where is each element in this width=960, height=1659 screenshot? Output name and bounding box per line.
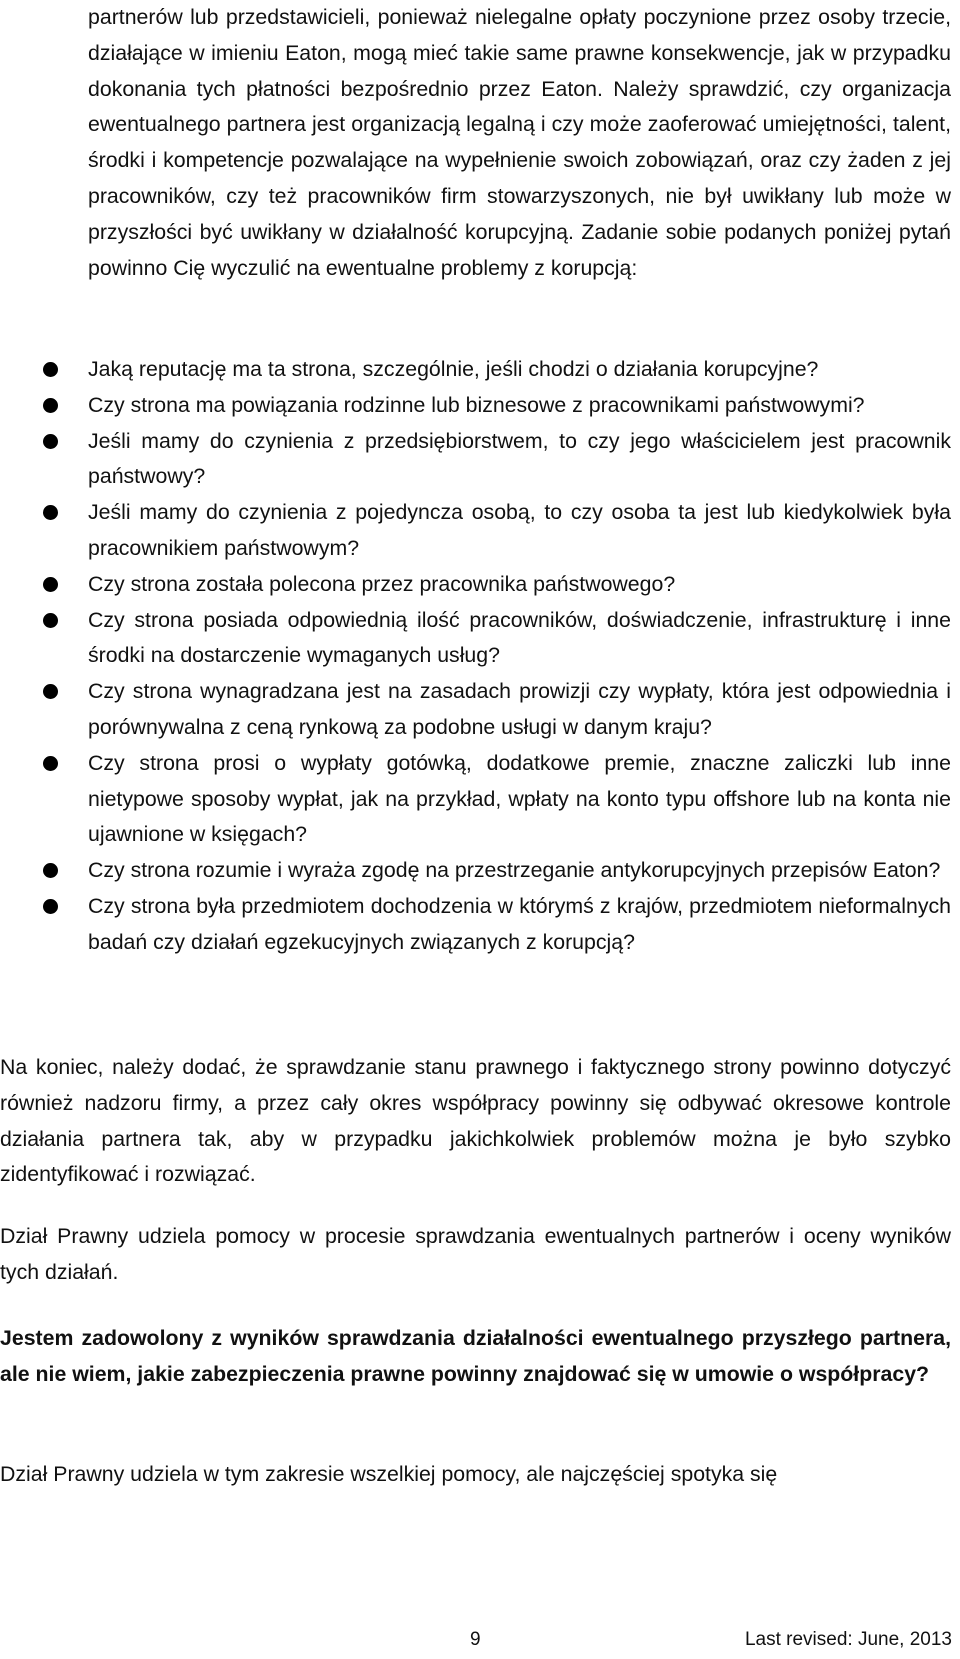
list-item [88, 388, 951, 424]
list-item [88, 567, 951, 603]
list-item [88, 746, 951, 853]
list-item-text: Czy strona ma powiązania rodzinne lub biznesowe z pracownikami państwowymi? [88, 392, 865, 417]
list-item [88, 889, 951, 961]
bullet-icon [43, 684, 58, 699]
bullet-icon [43, 863, 58, 878]
list-item [88, 424, 951, 496]
bullet-icon [43, 577, 58, 592]
list-item-text: Czy strona była przedmiotem dochodzenia w którymś z krajów, przedmiotem nieformalnych badań czy działań egzekucyjnych związanych z korupcją? [88, 893, 951, 954]
list-item-text: Czy strona prosi o wypłaty gotówką, dodatkowe premie, znaczne zaliczki lub inne nietypowe sposoby wypłat, jak na przykład, wpłaty na konto typu offshore lub na konta nie ujawnione w księgach? [88, 750, 951, 847]
list-item [88, 352, 951, 388]
bullet-icon [43, 362, 58, 377]
bullet-icon [43, 434, 58, 449]
legal-help-paragraph: Dział Prawny udziela pomocy w procesie sprawdzania ewentualnych partnerów i oceny wyników tych działań. [0, 1224, 951, 1284]
list-item-text: Jeśli mamy do czynienia z przedsiębiorstwem, to czy jego właścicielem jest pracownik państwowy? [88, 428, 951, 489]
intro-paragraph: partnerów lub przedstawicieli, ponieważ nielegalne opłaty poczynione przez osoby trzecie, działające w imieniu Eaton, mogą mieć takie same prawne konsekwencje, jak w przypadku dokonania tych płatności bezpośrednio przez Eaton. Należy sprawdzić, czy organizacja ewentualnego partnera jest organizacją legalną i czy może zaoferować umiejętności, talent, środki i kompetencje pozwalające na wypełnienie swoich zobowiązań, oraz czy żaden z jej pracowników, czy też pracowników firm stowarzyszonych, nie był uwikłany lub może w przyszłości być uwikłany w działalność korupcyjną. Zadanie sobie podanych poniżej pytań powinno Cię wyczulić na ewentualne problemy z korupcją: [88, 5, 951, 280]
bullet-icon [43, 613, 58, 628]
answer-paragraph: Dział Prawny udziela w tym zakresie wszelkiej pomocy, ale najczęściej spotyka się [0, 1462, 778, 1486]
list-item-text: Czy strona posiada odpowiednią ilość pracowników, doświadczenie, infrastrukturę i inne środki na dostarczenie wymaganych usług? [88, 607, 951, 668]
list-item-text: Jaką reputację ma ta strona, szczególnie, jeśli chodzi o działania korupcyjne? [88, 357, 819, 381]
bullet-icon [43, 505, 58, 520]
list-item-text: Czy strona została polecona przez pracownika państwowego? [88, 571, 676, 596]
list-item-text: Czy strona wynagradzana jest na zasadach prowizji czy wypłaty, która jest odpowiednia i porównywalna z ceną rynkową za podobne usługi w danym kraju? [88, 679, 951, 739]
list-item [88, 495, 951, 567]
list-item-text: Czy strona rozumie i wyraża zgodę na przestrzeganie antykorupcyjnych przepisów Eaton? [88, 858, 941, 883]
bold-question-paragraph: Jestem zadowolony z wyników sprawdzania działalności ewentualnego przyszłego partnera, ale nie wiem, jakie zabezpieczenia prawne powinny znajdować się w umowie o współpracy? [0, 1326, 951, 1386]
intro-section [88, 0, 951, 286]
question-list [88, 352, 951, 961]
list-item [88, 603, 951, 675]
last-revised: Last revised: June, 2013 [744, 1629, 952, 1650]
list-item [88, 853, 951, 889]
conclusion-paragraph: Na koniec, należy dodać, że sprawdzanie stanu prawnego i faktycznego strony powinno dotyczyć również nadzoru firmy, a przez cały okres współpracy powinny się odbywać okresowe kontrole działania partnera tak, aby w przypadku jakichkolwiek problemów można je było szybko zidentyfikować i rozwiązać. [0, 1055, 951, 1187]
list-item [88, 674, 951, 746]
page-number: 9 [470, 1629, 481, 1650]
bullet-icon [43, 398, 58, 413]
list-item-text: Jeśli mamy do czynienia z pojedyncza osobą, to czy osoba ta jest lub kiedykolwiek była pracownikiem państwowym? [88, 500, 951, 560]
bullet-icon [43, 756, 58, 771]
bullet-icon [43, 899, 58, 914]
